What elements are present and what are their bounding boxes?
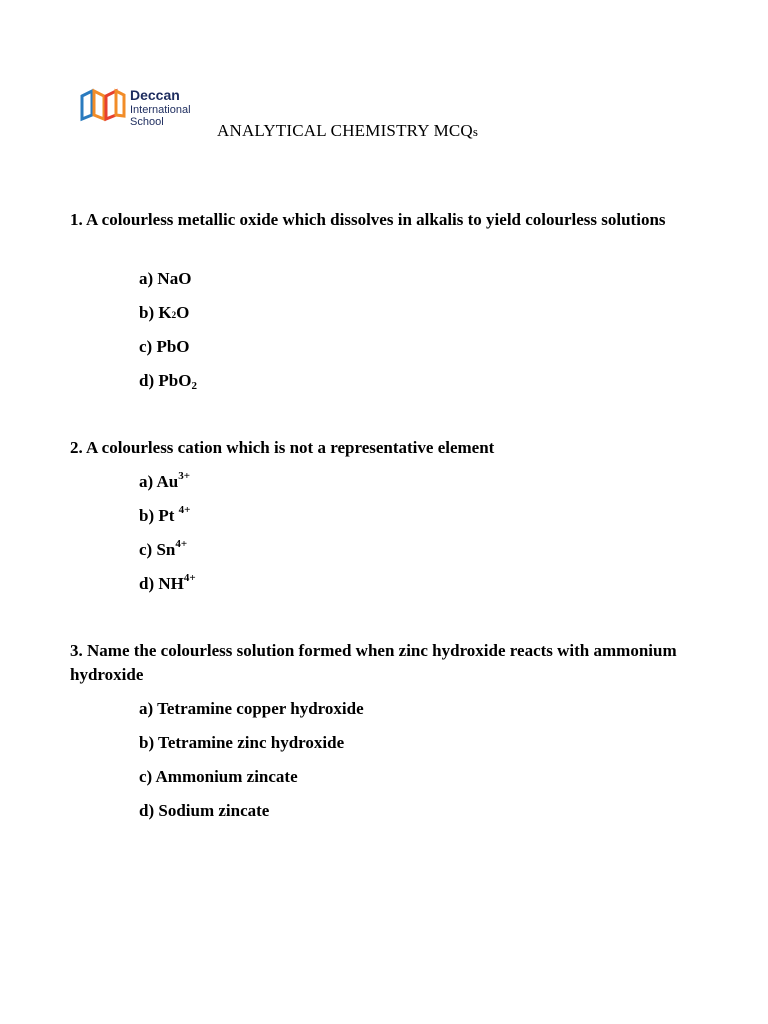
logo-text	[130, 88, 191, 128]
option-superscript: 4+	[175, 538, 188, 550]
option-subscript: 2	[171, 310, 177, 320]
question-2: 2. A colourless cation which is not a representative element	[70, 438, 495, 457]
option-superscript: 4+	[183, 572, 196, 584]
question-1-option-c	[139, 337, 190, 357]
option-text: c) Sn	[139, 540, 176, 559]
logo-line-2: International	[130, 104, 191, 116]
option-text: c) Ammonium zincate	[139, 767, 298, 786]
logo-line-1: Deccan	[130, 87, 180, 103]
option-text: b) Tetramine zinc hydroxide	[139, 733, 345, 752]
question-2-option-c	[139, 540, 187, 560]
logo-line-3: School	[130, 116, 164, 128]
question-1-option-d	[139, 371, 197, 391]
question-1-option-b	[139, 303, 189, 323]
question-2-option-d	[139, 574, 196, 594]
option-text: a) Tetramine copper hydroxide	[139, 699, 364, 718]
option-text: c) PbO	[139, 337, 190, 356]
question-3-option-c	[139, 767, 298, 787]
option-superscript: 4+	[178, 504, 191, 516]
question-2-option-a	[139, 472, 190, 492]
title-main: ANALYTICAL CHEMISTRY MCQ	[217, 121, 473, 140]
school-logo	[78, 86, 218, 136]
question-2-option-b	[139, 506, 190, 526]
question-3-option-b	[139, 733, 344, 753]
question-1: 1. A colourless metallic oxide which dissolves in alkalis to yield colourless solutions	[70, 210, 666, 229]
page-title	[217, 121, 478, 141]
option-superscript: 3+	[178, 470, 190, 482]
title-suffix: s	[472, 124, 479, 139]
option-suffix: O	[176, 303, 190, 322]
question-1-option-a	[139, 269, 191, 289]
logo-mark-icon	[78, 88, 126, 122]
question-3-option-a	[139, 699, 364, 719]
option-text: a) Au	[139, 472, 179, 491]
option-text: d) PbO	[139, 371, 192, 390]
option-text: a) NaO	[139, 269, 192, 288]
option-text: d) Sodium zincate	[139, 801, 270, 820]
option-text: b) K	[139, 303, 172, 322]
question-3: 3. Name the colourless solution formed when zinc hydroxide reacts with ammonium hydroxide	[70, 641, 677, 684]
option-text: d) NH	[139, 574, 184, 593]
option-subscript: 2	[191, 380, 197, 392]
question-3-option-d	[139, 801, 269, 821]
option-text: b) Pt	[139, 506, 179, 525]
